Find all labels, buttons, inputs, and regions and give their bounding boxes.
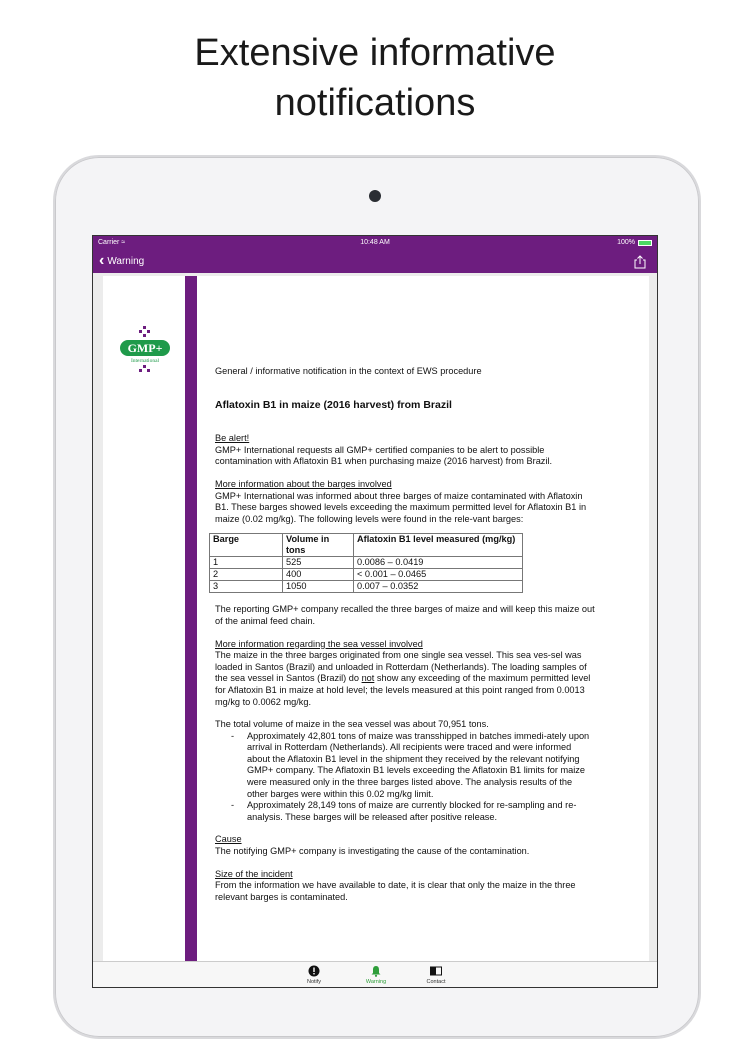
barges-table (209, 533, 523, 593)
tab-label: Warning (365, 979, 387, 985)
document-viewer[interactable] (103, 276, 649, 961)
section-text-cause: The notifying GMP+ company is investigating the cause of the contamination. (215, 846, 530, 857)
table-header: Volume in tons (283, 534, 354, 557)
document-title: Aflatoxin B1 in maize (2016 harvest) from Brazil (215, 398, 452, 411)
document-body (215, 366, 595, 903)
section-heading-size: Size of the incident (215, 868, 293, 879)
table-cell: 1 (210, 557, 283, 569)
section-text-size: From the information we have available to date, it is clear that only the maize in the three relevant barges is contaminated. (215, 880, 576, 902)
table-header: Aflatoxin B1 level measured (mg/kg) (354, 534, 523, 557)
device-screen (92, 235, 658, 988)
table-cell: 0.0086 – 0.0419 (354, 557, 523, 569)
table-cell: 525 (283, 557, 354, 569)
section-text-total: The total volume of maize in the sea vessel was about 70,951 tons. (215, 719, 489, 730)
status-bar (93, 236, 657, 251)
promo-headline (0, 28, 750, 128)
table-cell: 3 (210, 581, 283, 593)
section-heading-cause: Cause (215, 834, 242, 845)
chevron-left-icon: ‹ (99, 252, 105, 269)
battery-percent: 100% (617, 239, 635, 246)
front-camera (369, 190, 381, 202)
table-cell: 2 (210, 569, 283, 581)
tab-label: Notify (306, 979, 322, 985)
promo-headline-line1: Extensive informative (194, 32, 556, 74)
table-row (210, 581, 523, 593)
table-cell: 1050 (283, 581, 354, 593)
document-intro: General / informative notification in the context of EWS procedure (215, 366, 482, 376)
table-row (210, 569, 523, 581)
back-button[interactable] (99, 254, 144, 268)
document-margin (103, 276, 185, 961)
tab-contact[interactable] (406, 965, 466, 985)
table-cell: 0.007 – 0.0352 (354, 581, 523, 593)
table-row (210, 557, 523, 569)
section-heading-alert: Be alert! (215, 433, 250, 444)
status-time: 10:48 AM (360, 239, 390, 246)
tab-bar (93, 961, 657, 988)
share-icon[interactable] (633, 255, 647, 269)
navigation-bar (93, 251, 657, 273)
tab-warning[interactable] (346, 965, 406, 985)
section-text-barges: GMP+ International was informed about three barges of maize contaminated with Aflatoxin B1. These barges showed levels exceeding the maximum permitted level for Aflatoxin B1 in maize (0.02 mg/kg). The following levels were found in the rele-vant barges: (215, 490, 587, 524)
section-text-vessel: The maize in the three barges originated from one single sea vessel. This sea ves-sel was loaded in Santos (Brazil) and unloaded in Rotterdam (Netherlands). The loading samples of the sea vessel in Santos (Brazil) do not show any exceeding of the maximum permitted level for Aflatoxin B1 in maize at hold level; the levels measured at this point ranged from 0.0013 mg/kg to 0.0062 mg/kg. (215, 650, 591, 707)
list-item: - Approximately 28,149 tons of maize are currently blocked for re-sampling and re-analysis. These barges will be released after positive release. (247, 800, 595, 823)
gmp-logo (115, 324, 175, 374)
promo-headline-line2: notifications (274, 82, 476, 124)
section-text-alert: GMP+ International requests all GMP+ certified companies to be alert to possible contamination with Aflatoxin B1 when purchasing maize (2016 harvest) from Brazil. (215, 444, 553, 467)
table-cell: < 0.001 – 0.0465 (354, 569, 523, 581)
contact-card-icon (430, 965, 442, 977)
wifi-icon: ≈ (121, 239, 126, 246)
battery-icon (638, 240, 652, 246)
detail-list (215, 731, 595, 824)
logo-subtext: International (130, 358, 160, 364)
section-heading-vessel: More information regarding the sea vessel involved (215, 638, 423, 649)
bell-icon (370, 965, 382, 977)
tab-notify[interactable] (284, 965, 344, 985)
logo-text: GMP+ (127, 341, 163, 355)
battery-indicator (617, 239, 652, 246)
table-header: Barge (210, 534, 283, 557)
back-button-label: Warning (107, 255, 145, 267)
table-cell: 400 (283, 569, 354, 581)
carrier-label: Carrier ≈ (98, 239, 126, 246)
tab-label: Contact (426, 979, 446, 985)
alert-circle-icon (308, 965, 320, 977)
section-heading-barges: More information about the barges involved (215, 478, 392, 489)
document-accent-bar (185, 276, 197, 961)
section-text-recall: The reporting GMP+ company recalled the three barges of maize and will keep this maize out of the animal feed chain. (215, 604, 595, 626)
list-item: - Approximately 42,801 tons of maize was transshipped in batches immedi-ately upon arrival in Rotterdam (Netherlands). All recipients were traced and were informed about the Aflatoxin B1 level in the shipment they received by the relevant notifying GMP+ company. The Aflatoxin B1 levels exceeding the Aflatoxin B1 limits for maize were measured only in the three barges listed above. The analysis results of the other barges were within this 0.02 mg/kg limit. (247, 731, 595, 801)
